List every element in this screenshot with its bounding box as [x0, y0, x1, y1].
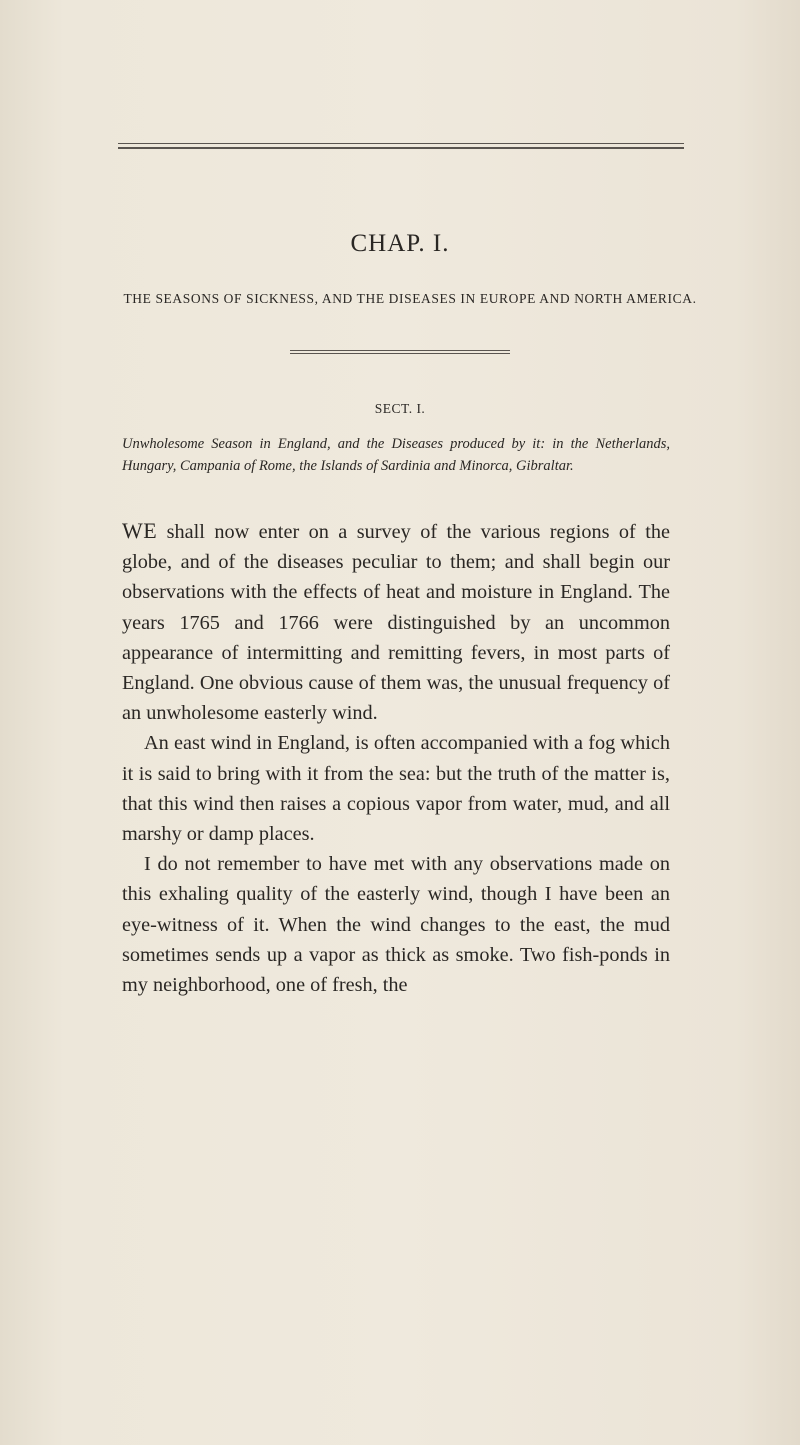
- paragraph-1-text: shall now enter on a survey of the various regions of the globe, and of the diseases peculiar to them; and shall begin our observations with the effects of heat and moisture in England. The years 1765 and 1766 were distinguished by an uncommon appearance of intermitting and remitting fevers, in most parts of England. One obvious cause of them was, the unusual frequency of an unwholesome easterly wind.: [122, 521, 670, 725]
- body-text: [122, 516, 670, 1000]
- paragraph-2: An east wind in England, is often accompanied with a fog which it is said to bring with it from the sea: but the truth of the matter is, that this wind then raises a copious vapor from water, mud, and all marshy or damp places.: [122, 732, 670, 846]
- drop-lead-word: WE: [122, 518, 158, 543]
- paragraph-3: I do not remember to have met with any observations made on this exhaling quality of the easterly wind, though I have been an eye-witness of it. When the wind changes to the east, the mud sometimes sends up a vapor as thick as smoke. Two fish-ponds in my neighborhood, one of fresh, the: [122, 853, 670, 997]
- section-double-rule: [290, 350, 510, 356]
- top-double-rule: [118, 143, 684, 152]
- paragraph-1: [122, 516, 670, 728]
- chapter-heading: CHAP. I.: [350, 230, 450, 257]
- chapter-subtitle: THE SEASONS OF SICKNESS, AND THE DISEASES IN EUROPE AND NORTH AMERICA.: [123, 291, 697, 306]
- section-heading: SECT. I.: [374, 401, 426, 416]
- section-summary: Unwholesome Season in England, and the Diseases produced by it: in the Netherlands, Hungary, Campania of Rome, the Islands of Sardinia and Minorca, Gibraltar.: [122, 436, 670, 474]
